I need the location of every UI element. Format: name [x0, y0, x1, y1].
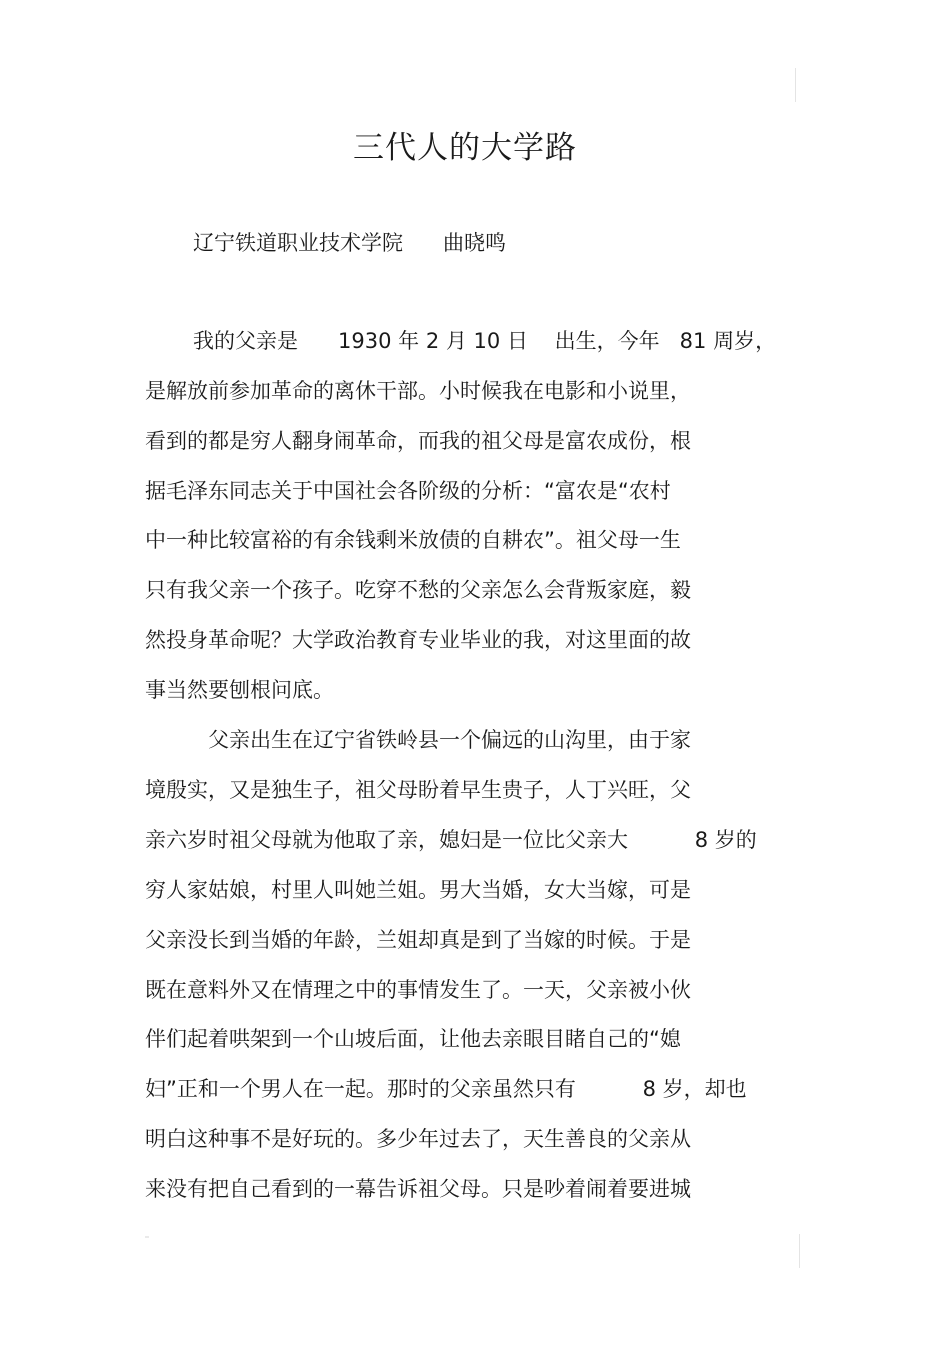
text-line: 伴们起着哄架到一个山坡后面，让他去亲眼目睹自己的“媳: [145, 1027, 681, 1051]
text-line: 看到的都是穷人翻身闹革命，而我的祖父母是富农成份，根: [145, 429, 691, 453]
document-title: 三代人的大学路: [353, 130, 577, 166]
text-line: 据毛泽东同志关于中国社会各阶级的分析：“富农是“农村: [145, 479, 671, 503]
text-line: 是解放前参加革命的离休干部。小时候我在电影和小说里，: [145, 379, 691, 403]
text-line: 然投身革命呢？大学政治教育专业毕业的我，对这里面的故: [145, 628, 691, 652]
affiliation: 辽宁铁道职业技术学院: [193, 231, 403, 255]
author-name: 曲晓鸣: [443, 231, 506, 255]
page-edge-marker-top: [795, 68, 796, 102]
text-line: 明白这种事不是好玩的。多少年过去了，天生善良的父亲从: [145, 1127, 691, 1151]
text-line: 父亲没长到当婚的年龄，兰姐却真是到了当嫁的时候。于是: [145, 928, 691, 952]
text-line: 妇”正和一个男人在一起。那时的父亲虽然只有 8 岁，却也: [145, 1077, 747, 1101]
text-line: 父亲出生在辽宁省铁岭县一个偏远的山沟里，由于家: [208, 728, 691, 752]
page-edge-marker-bottom: [799, 1234, 800, 1268]
page-corner-tick: [145, 1236, 149, 1238]
text-line: 只有我父亲一个孩子。吃穿不愁的父亲怎么会背叛家庭，毅: [145, 578, 691, 602]
text-line: 中一种比较富裕的有余钱剩米放债的自耕农”。祖父母一生: [145, 528, 681, 552]
text-line: 事当然要刨根问底。: [145, 678, 334, 702]
text-line: 既在意料外又在情理之中的事情发生了。一天，父亲被小伙: [145, 978, 691, 1002]
text-line: 穷人家姑娘，村里人叫她兰姐。男大当婚，女大当嫁，可是: [145, 878, 691, 902]
text-line: 亲六岁时祖父母就为他取了亲，媳妇是一位比父亲大 8 岁的: [145, 828, 757, 852]
byline: [193, 227, 506, 257]
text-line: 来没有把自己看到的一幕告诉祖父母。只是吵着闹着要进城: [145, 1177, 691, 1201]
text-line: 我的父亲是 1930 年 2 月 10 日 出生，今年 81 周岁，: [193, 329, 777, 353]
text-line: 境殷实，又是独生子，祖父母盼着早生贵子，人丁兴旺，父: [145, 778, 691, 802]
